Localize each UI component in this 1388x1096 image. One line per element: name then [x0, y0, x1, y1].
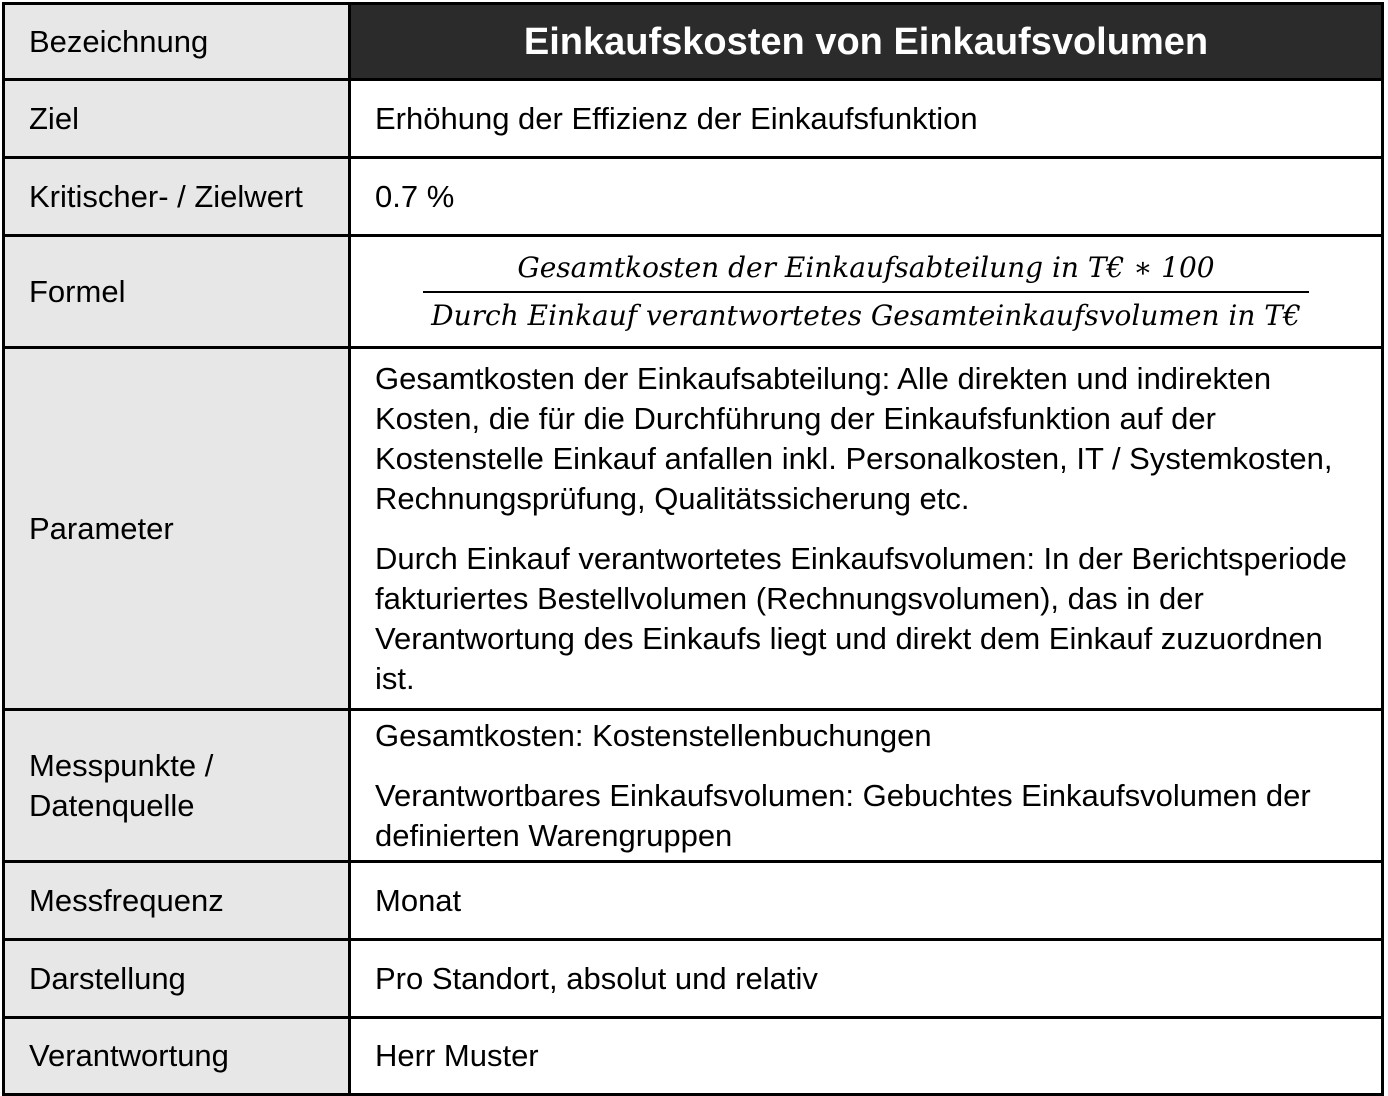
parameter-paragraph: Gesamtkosten der Einkaufsabteilung: Alle direkten und indirekten Kosten, die für die Durchführung der Einkaufsfunktion auf der Kostenstelle Einkauf anfallen inkl. Personalkosten, IT / Systemkosten, Rechnungsprüfung, Qualitätssicherung etc. — [375, 360, 1333, 516]
formel-value — [350, 236, 1383, 348]
ziel-label: Ziel — [4, 80, 350, 158]
row-darstellung — [4, 940, 1383, 1018]
header-title: Einkaufskosten von Einkaufsvolumen — [350, 4, 1383, 80]
row-messpunkte — [4, 710, 1383, 862]
parameter-paragraph: Durch Einkauf verantwortetes Einkaufsvolumen: In der Berichtsperiode fakturiertes Bestellvolumen (Rechnungsvolumen), das in der Verantwortung des Einkaufs liegt und direkt dem Einkauf zuzuordnen ist. — [375, 540, 1347, 696]
row-verantwortung — [4, 1018, 1383, 1095]
zielwert-label: Kritischer- / Zielwert — [4, 158, 350, 236]
messfrequenz-label: Messfrequenz — [4, 862, 350, 940]
row-zielwert — [4, 158, 1383, 236]
messpunkte-value — [350, 710, 1383, 862]
header-row — [4, 4, 1383, 80]
zielwert-value: 0.7 % — [350, 158, 1383, 236]
ziel-value: Erhöhung der Effizienz der Einkaufsfunktion — [350, 80, 1383, 158]
row-messfrequenz — [4, 862, 1383, 940]
messfrequenz-value: Monat — [350, 862, 1383, 940]
kpi-definition-table — [2, 2, 1384, 1096]
formula-denominator: Durch Einkauf verantwortetes Gesamteinkaufsvolumen in T€ — [431, 298, 1301, 332]
messpunkte-paragraph: Verantwortbares Einkaufsvolumen: Gebuchtes Einkaufsvolumen der definierten Warengruppen — [375, 777, 1311, 853]
messpunkte-paragraph: Gesamtkosten: Kostenstellenbuchungen — [375, 717, 932, 753]
verantwortung-label: Verantwortung — [4, 1018, 350, 1095]
row-parameter — [4, 348, 1383, 710]
formel-label: Formel — [4, 236, 350, 348]
row-ziel — [4, 80, 1383, 158]
darstellung-value: Pro Standort, absolut und relativ — [350, 940, 1383, 1018]
header-label: Bezeichnung — [4, 4, 350, 80]
verantwortung-value: Herr Muster — [350, 1018, 1383, 1095]
parameter-label: Parameter — [4, 348, 350, 710]
row-formel — [4, 236, 1383, 348]
formula-numerator: Gesamtkosten der Einkaufsabteilung in T€ ∗ 100 — [517, 250, 1215, 284]
darstellung-label: Darstellung — [4, 940, 350, 1018]
formula-fraction — [423, 251, 1309, 333]
messpunkte-label: Messpunkte / Datenquelle — [4, 710, 350, 862]
parameter-value — [350, 348, 1383, 710]
